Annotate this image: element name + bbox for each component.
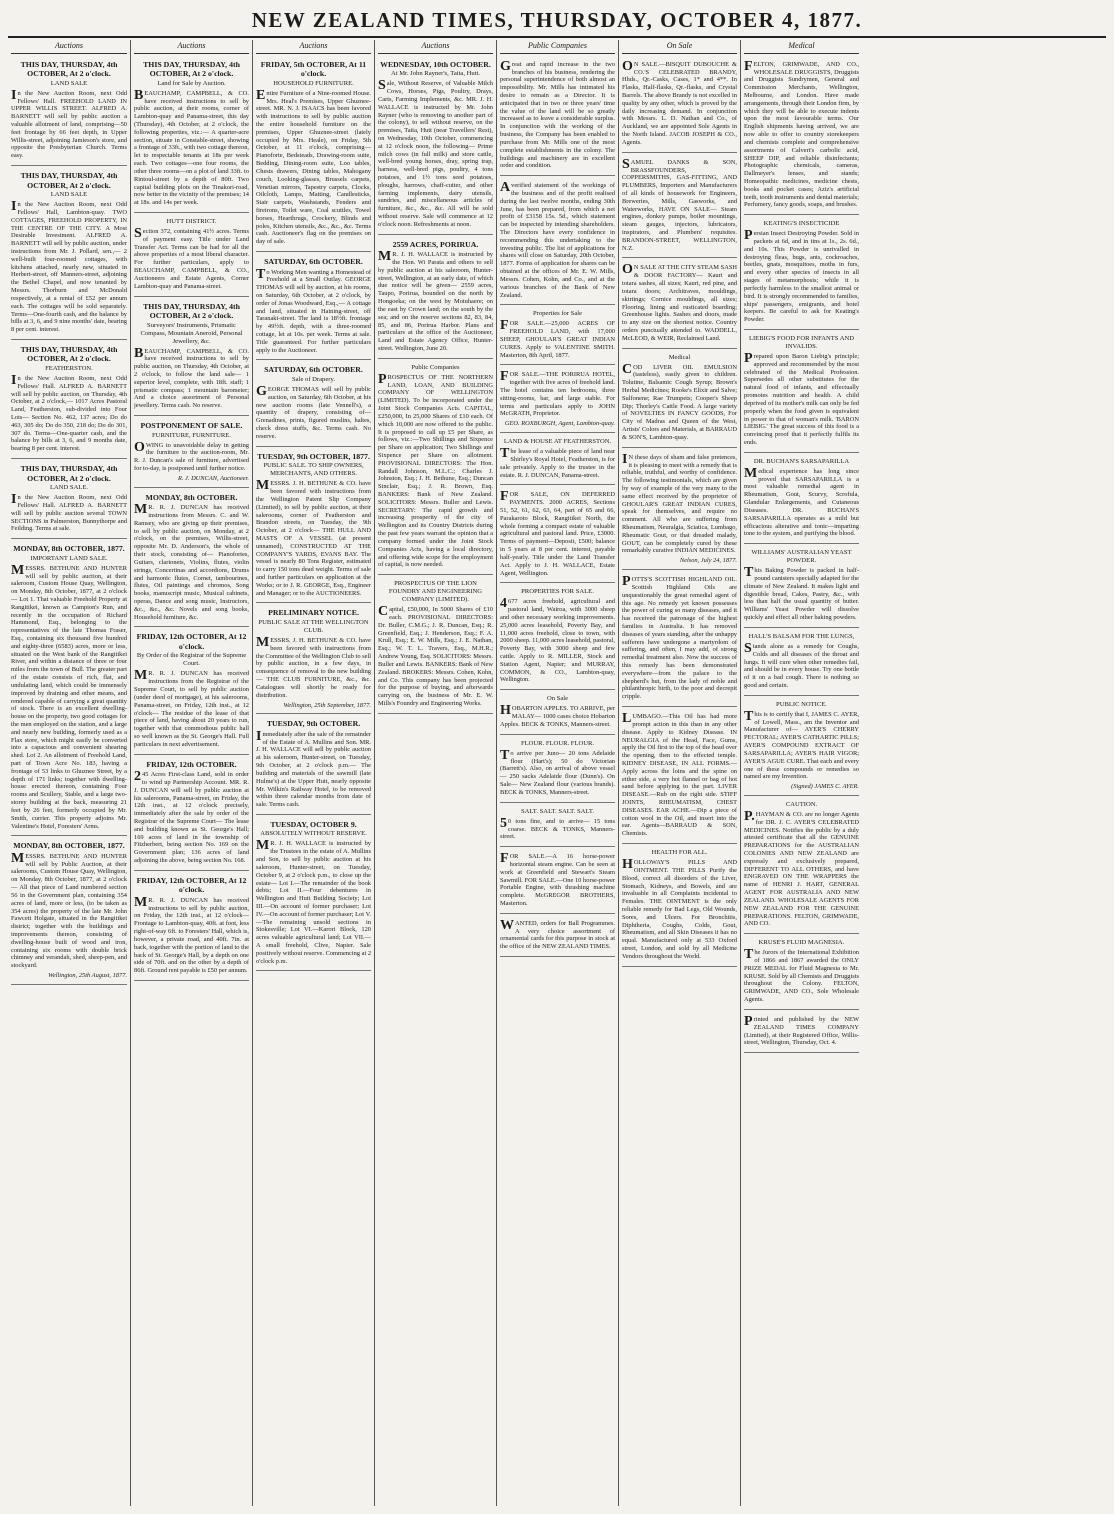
ad-subtitle: DR. BUCHAN'S SARSAPARILLA — [753, 457, 850, 465]
column-3 — [252, 40, 374, 1506]
ad-signature: Wellington, 25th September, 1877. — [283, 701, 371, 709]
advertisement — [744, 332, 859, 453]
ad-body: 4677 acres freehold, agricultural and pastoral land, Wairoa, with 3000 sheep and other necessary working improvements. 25,000 acres leasehold, Poverty Bay, and 11,000 acres freehold, close to town, with 2000 sheep. 11,000 acres leasehold, pastoral, Poverty Bay, with 3000 sheep and few cattle. Apply to R. MILLER, Stock and Station Agent, Napier; and MURRAY, COMMON, & CO., Lambton-quay, Wellington. — [500, 596, 615, 684]
ad-subtitle: LAND SALE — [50, 79, 88, 87]
ad-title: MONDAY, 8th OCTOBER, 1877. — [13, 841, 125, 851]
ad-signature: R. J. DUNCAN, Auctioneer. — [177, 474, 249, 482]
ad-body: This Baking Powder is packed in half-pound canisters specially adapted for the climate of New Zealand. It makes light and digestible bread, Cakes, Pastry, &c., with less than half the usual quantity of butter. Williams' Yeast Powder will dissolve quickly and effect all other baking powders. — [744, 565, 859, 622]
advertisement — [378, 237, 493, 359]
advertisement — [744, 57, 859, 215]
ad-body: POTTS'S SCOTTISH HIGHLAND OIL. Scottish Highland Oils are unquestionably the great remedial agent of this age. No remedy yet known possesses the power of curing so many diseases, and it has received the patronage of the highest families in Australia. It has removed diseases of years standing, after the unhappy sufferers have undergone a martyrdom of suffering, and often, I may add, of strong remedial treatment also. Now the success of this remedy has been demonstrated everywhere—from the palace to the shepherd's hut, from the lady of noble and philanthropic birth, to the poor and decrepit cripple. — [622, 574, 737, 701]
advertisement — [500, 178, 615, 305]
ad-signature: Wellington, 25th August, 1877. — [48, 972, 127, 980]
ad-body: MR. R. J. DUNCAN has received instructions from the Registrar of the Supreme Court, to sell by public auction (under deed of mortgage), at his salerooms, Panama-street, on Friday, 12th inst., at 12 o'clock— The residue of the lease of that piece of land, having about 20 years to run, together with that commodious public hall so well known as the St. George's Hall. Full particulars in next advertisement. — [134, 668, 249, 748]
advertisement — [744, 455, 859, 544]
ad-subtitle: Sale of Drapery. — [292, 375, 335, 383]
column-6 — [618, 40, 740, 1506]
ad-subtitle: PUBLIC NOTICE. — [776, 700, 827, 708]
ad-subtitle: On Sale — [546, 695, 569, 703]
ad-body: In the New Auction Room, next Odd Fellows' Hall. ALFRED A. BARNETT will sell by public auction several TOWN SECTIONS in Palmerston, Bunnythorpe and Feilding. Terms at sale. — [11, 492, 127, 533]
advertisement — [256, 57, 371, 252]
ad-title: THIS DAY, THURSDAY, 4th OCTOBER, At 2 o'clock. — [143, 301, 240, 320]
ad-body: MR. R. J. DUNCAN has received instructions to sell by public auction, on Friday, the 12th inst., at 12 o'clock— Frontage to Lambton-quay, 40ft. at foot, less right-of-way 6ft. to Foresters' Hall, which is, however, a private road, and 40ft. 7in. at back, together with the portion of land to the back of St. George's Hall, by a depth on one side of 70ft. and on the other by a depth of 86ft. Ground rent payable is £50 per annum. — [134, 894, 249, 975]
ad-subtitle: LAND SALE. — [49, 484, 89, 492]
ad-subtitle: PROPERTIES FOR SALE. — [521, 588, 594, 596]
advertisement — [500, 435, 615, 485]
ad-subtitle: Surveyors' Instruments, Prismatic Compass, Mountain Aneroid, Personal Jewellery, &c. — [140, 321, 243, 345]
advertisement — [744, 217, 859, 330]
ad-subtitle: HUTT DISTRICT. — [166, 217, 217, 225]
ad-subtitle: KRUSE'S FLUID MAGNESIA. — [758, 939, 845, 947]
advertisement — [744, 630, 859, 696]
ad-body: MR. R. J. DUNCAN has received instructions from Messrs. C. and W. Ramsey, who are giving up their premises, to sell by public auction, on Monday, at 2 o'clock, on the premises, Willis-street, opposite Mr. D. Anderson's, the whole of their stock, consisting of— Pianofortes, Guitars, clarionets, Violins, flutes, violin strings, Concertinas and accordions, Drums and harmonic flutes, Cornet, tambourines, flutes, Oil paintings and chromos, Song books, manuscript music, Musical cabinets, operas, Dance and song music, Instructors, &c., &c., &c. Novels and song books, Household furniture, &c. — [134, 502, 249, 621]
ad-body: FOR SALE, ON DEFERRED PAYMENTS. 2000 ACRES, Sections 51, 52, 61, 62, 63, 64, part of 65 and 66, Parakaroto Block, Rangitikei North, the whole forming a compact estate of valuable agricultural and pastoral land. Price, £3000. Terms of payment—Deposit, £500; balance in 5 years at 8 per cent. interest, payable half-yearly. Title under the Land Transfer Act. Apply to J. H. WALLACE, Estate Agent, Wellington. — [500, 489, 615, 577]
ad-signature: (Signed) JAMES C. AYER. — [791, 783, 859, 791]
ad-title: POSTPONEMENT OF SALE. — [140, 421, 243, 431]
ad-body: Persian Insect Destroying Powder. Sold in packets at 6d, and in tins at 1s., 2s. 6d., and 10s. This Powder is unrivalled in destroying fleas, bugs, ants, cockroaches, beetles, gnats, mosquitoes, moths in furs, and every other species of insects in all stages of metamorphosis; while it is perfectly harmless to the smallest animal or bird. It is strongly recommended to families, ships' passengers, emigrants, and hotel keepers. Be careful to ask for Keating's Powder. — [744, 228, 859, 324]
advertisement — [744, 798, 859, 934]
ad-body: In the New Auction Room, next Odd Fellows' Hall. FREEHOLD LAND IN UPPER WILLIS STREET. ALFRED A. BARNETT will sell by public auction a valuable allotment of land, comprising—50 feet frontage by 66 feet depth, in Upper Willis-street, adjoining Jamieson's store, and opposite the Presbyterian Church. Terms easy. — [11, 87, 127, 160]
ad-body: BEAUCHAMP, CAMPBELL, & CO. have received instructions to sell by public auction, at their rooms, corner of Lambton-quay and Panama-street, this day (Thursday), 4th October, at 2 o'clock, the following properties, viz.:— A quarter-acre section, situate in Constable-street, showing a frontage of 33ft., with two cottage thereon, let to respectable tenants at 18s per week each. Two cottages—one four rooms, the other three rooms—on a plot of land 33ft. to Rintoul-street by a depth of 80ft. Two capital building plots on the Tinakori-road, now better in the vicinity of the premises; 14 at 18s. and 14s per week. — [134, 87, 249, 207]
advertisement — [622, 450, 737, 570]
ad-body: The lease of a valuable piece of land near Shirley's Royal Hotel, Featherston, is for sale privately. Apply to the trustee in the estate. R. J. DUNCAN, Panama-street. — [500, 446, 615, 479]
ad-subtitle: Medical — [668, 353, 691, 361]
ad-body: WANTED, orders for Ball Programmes. A very choice assortment of ornamental cards for this purpose in stock at the office of the NEW ZEALAND TIMES. — [500, 917, 615, 951]
ad-subtitle: Properties for Sale — [532, 310, 583, 318]
advertisement — [256, 605, 371, 714]
advertisement — [500, 692, 615, 734]
advertisement — [744, 546, 859, 628]
ad-subtitle: LIEBIG'S FOOD FOR INFANTS AND INVALIDS. — [748, 334, 855, 350]
ad-title: 2559 ACRES, PORIRUA. — [392, 239, 479, 249]
ad-body: FOR SALE.—THE PORIRUA HOTEL, together with five acres of freehold land. The hotel contains ten bedrooms, three sitting-rooms, bar, and large stable. For terms and particulars apply to JOHN McGRATH, Proprietor. — [500, 369, 615, 418]
advertisement — [622, 260, 737, 348]
ad-body: Stands alone as a remedy for Coughs, Colds and all diseases of the throat and lungs. It will cure when other remedies fail, and should be in every house. Try one bottle of it on a bad cough. There is nothing so good and certain. — [744, 640, 859, 689]
advertisement — [11, 342, 127, 459]
ad-body: PROSPECTUS OF THE NORTHERN LAND, LOAN, AND BUILDING COMPANY OF WELLINGTON (LIMITED). To be incorporated under the Joint Stock Companies Acts. CAPITAL, £250,000, In 25,000 Shares of £10 each. Of which 10,000 are now offered to the public. It is proposed to call up £5 per Share, as follows, viz.:—Two Shillings and Sixpence per Share on application; Two Shillings and Sixpence per Share on allotment. PROVISIONAL DIRECTORS: The Hon. Randall Johnson, M.L.C.; Charles J. Johnston, Esq.; J. H. Bethune, Esq.; Duncan Sinclair, Esq.; J. R. Brown, Esq. BANKERS: Bank of New Zealand. SOLICITORS: Messrs. Buller and Lewis. SECRETARY: The rapid growth and increasing prosperity of the city of Wellington and its Country Districts during the past few years warrant the opinion that a company formed under the Joint Stock Companies Acts, having a local directory, and offering wide scope for the employment of capital, is now needed. — [378, 371, 493, 569]
ad-title: FRIDAY, 12th OCTOBER, At 12 o'clock. — [136, 632, 247, 651]
masthead — [0, 0, 1114, 40]
advertisement — [134, 490, 249, 628]
advertisement — [11, 461, 127, 539]
ad-body: Medical experience has long since proved that SARSAPARILLA is a most valuable remedial agent in Rheumatism, Gout, Scurvy, Scrofula, Glandular Enlargements, and Cutaneous Diseases. DR. BUCHAN'S SARSAPARILLA operates as a mild but efficacious alterative and tonic—imparting tone to the system, and purifying the blood. — [744, 465, 859, 538]
advertisement — [622, 572, 737, 707]
advertisement — [500, 307, 615, 365]
ad-body: Averified statement of the workings of the business and of the profit realised during the last twelve months, ending 30th June, has been prepared, from which a net profit of £3158 15s. 5d., which statement can be inspected by intending shareholders. The Directors have every confidence in recommending this undertaking to the investing public. The list of applications for shares will close on Saturday, 20th October, 1877. Forms of application for shares can be obtained at the offices of Mr. E. W. Mills, Messrs. Cohen, Kohn, and Co., and at the various branches of the Bank of New Zealand. — [500, 180, 615, 299]
ad-title: SATURDAY, 6th OCTOBER. — [264, 257, 363, 267]
ad-subtitle: By Order of the Registrar of the Supreme Court. — [136, 652, 247, 668]
ad-body: Entire Furniture of a Nine-roomed House. Mrs. Heal's Premises, Upper Ghuznee-street. MR. N. J. ISAACS has been favored with instructions to sell by public auction the entire household furniture on the premises, Upper Ghuznee-street (lately occupied by Mrs. Heale), on Friday, 5th October, at 11 o'clock, comprising— Pianoforte, Bedsteads, Drawing-room suite, Bedding, Dining-room suite, Loo tables, Chests drawers, Dining tables, Mahogany couch, Looking-glasses, Brussels carpets, Venetian mirrors, Tapestry carpets, Clocks, Oilcloth, Lamps, Matting, Candlesticks, Stair carpets, Washstands, Fenders and fireirons, Toilet ware, Coal scuttles, Towel horses, Hearthrugs, Crockery, Blinds and poles, Kitchen utensils, &c., &c., &c. Terms cash. Auctioneer's flag on the premises on day of sale. — [256, 87, 371, 246]
ad-title: TUESDAY, 9th OCTOBER. — [266, 719, 361, 729]
ad-title: TUESDAY, 9th OCTOBER, 1877. — [257, 451, 370, 461]
advertisement — [256, 716, 371, 815]
advertisement — [744, 936, 859, 1010]
ad-body: To arrive per Juno— 20 tons Adelaide flour (Hart's); 50 do Victorian (Barrett's). Also, on arrival of above vessel— 250 sacks Adelaide flour (Dunn's). On Sale— New Zealand flour (various brands). BECK & TONKS, Manners-street. — [500, 747, 615, 796]
ad-body: MESSRS. J. H. BETHUNE & CO. have been favored with instructions from the Wellington Patent Slip Company (Limited), to sell by public auction, at their salerooms, corner of Featherston and Brandon streets, on Tuesday, the 9th October, at 2 o'clock— THE HULL AND MASTS OF A VESSEL (at present unnamed), CONSTRUCTED AT THE COMPANY'S YARDS, EVANS BAY. The vessel is nearly 80 Tons Register, estimated to carry 150 tons dead weight. Terms of sale and further particulars on application at the Works; or to J. R. GEORGE, Esq., Engineer and Manager; or to the AUCTIONEERS. — [256, 478, 371, 597]
advertisement — [11, 541, 127, 836]
section-heading: Auctions — [11, 40, 127, 54]
advertisement — [256, 449, 371, 604]
advertisement — [744, 1012, 859, 1053]
ad-body: In the New Auction Room, next Odd Fellows' Hall, Lambton-quay. TWO COTTAGES, FREEHOLD PROPERTY, IN THE CENTRE OF THE CITY. A Most Desirable Investment. ALFRED A. BARNETT will sell by public auction, under instructions from Mr. J. Pollard, sen.,— 2 well-built four-roomed cottages, with kitchens attached, nearly new, situated in Herbert-street, off Manners-street, adjoining the Bethel Chapel, and now tenanted by Messrs. Thorburn and McDonald respectively, at a rental of £52 per annum each. The cottages will be sold separately. Terms—One-fourth cash, and the balance by bills at 3, 6, and 9 nine months' date, bearing 8 per cent. interest. — [11, 199, 127, 334]
advertisement — [744, 698, 859, 796]
ad-signature: GEO. ROXBURGH, Agent, Lambton-quay. — [504, 420, 615, 428]
column-2 — [130, 40, 252, 1506]
ad-body: FOR SALE.—25,000 ACRES OF FREEHOLD LAND, with 17,000 SHEEP, GHOULAR'S GREAT INDIAN CURES. Apply to VALENTINE SMITH. Masterton, 8th April, 1877. — [500, 318, 615, 359]
newspaper-columns — [8, 40, 1106, 1508]
ad-title: TUESDAY, OCTOBER 9. — [270, 819, 357, 829]
advertisement — [622, 57, 737, 153]
ad-body: Sale, Without Reserve, of Valuable Milch Cows, Horses, Pigs, Poultry, Drays, Carts, Farming Implements, &c. MR. J. H. WALLACE is instructed by Mr. John Rayner (who is removing to another part of the colony), to sell without reserve, on the premises, Taita, Hutt (near Travellers' Rest), on Wednesday, 10th October, commencing at 12 o'clock noon, the following— Prime milch cows (in full milk) and store cattle, well-bred young horses, dray, spring trap, harness, well-bred pigs, poultry, 4 tons potatoes, and 1½ tons seed potatoes, ploughs, harrows, chaff-cutter, and other farming implements, dairy utensils, sundries, and miscellaneous articles of furniture, &c., &c., &c. All will be sold without reserve. Sale will commence at 12 o'clock noon. Refreshments at noon. — [378, 78, 493, 228]
ad-body: MESSRS. BETHUNE AND HUNTER will sell by Public Auction, at their salerooms, Custom House Quay, Wellington, on Monday, 8th October, 1877, at 2 o'clock— All that piece of Land numbered section 56 in the Government plan, containing 354 acres of land, more or less, (to be taken as 354 acres) the property of the late Mr. John Fawcett Holgate, situated in the Rangitikei district; together with the buildings and improvements thereon, consisting of dwelling-house built of wood and iron, containing six rooms with double brick chimney and verandah, shed, sheep-pen, and stockyard. — [11, 850, 127, 970]
advertisement — [500, 737, 615, 803]
ad-body: MESSRS. BETHUNE AND HUNTER will sell by public auction, at their saleroom, Custom House Quay, Wellington, on Monday, 8th October, 1877, at 2 o'clock— Lot 1. That valuable Freehold Property at Rangitikei, known as Campion's Run, and recently in the occupation of Richard Hammond, Esq., belonging to the representatives of the late Thomas Fraser, Esq., containing six thousand five hundred and eighty-three (6583) acres, more or less, situated on the West bank of the Rangitikei River, and within a distance of three or four miles from the town of Bull. The greater part of the estate consists of rich, flat, and undulating land, which could be immensely improved by draining and other means, and rendered capable of carrying a great quantity of stock. There is an excellent dwelling-house on the property, two good cottages for the men employed on the station, and a large and nearly new building, formerly used as a Flax store, which might easily be converted into a capacious and convenient shearing shed. Lot 2. An allotment of Freehold Land, part of Town Acre No. 183, having a frontage of 53 links to Ghuznee Street, by a depth of 171 links; together with dwelling-house erected thereon, containing Four rooms and Scullery, Stable, and a large two-storey building at the back, measuring 21 feet by 26 feet, formerly occupied by Mr. Smith, currier. This property adjoins Mr. Valentine's Hotel, Foresters' Arms. — [11, 562, 127, 830]
advertisement — [500, 487, 615, 583]
ad-body: BEAUCHAMP, CAMPBELL, & CO. have received instructions to sell by public auction, on Thursday, 4th October, at 2 o'clock, to follow the land sale— 1 superior level, complete, with 18ft. staff; 1 prismatic compass; 1 mountain barometer; And a choice assortment of Personal jewellery. Terms cash. No reserve. — [134, 345, 249, 410]
advertisement — [622, 846, 737, 967]
advertisement — [378, 361, 493, 575]
advertisement — [500, 805, 615, 847]
ad-title: FRIDAY, 5th OCTOBER, At 11 o'clock. — [260, 59, 367, 79]
ad-subtitle: PROSPECTUS OF THE LION FOUNDRY AND ENGINEERING COMPANY (LIMITED). — [388, 580, 483, 604]
ad-subtitle: PUBLIC SALE. TO SHIP OWNERS, MERCHANTS, AND OTHERS. — [263, 462, 364, 478]
ad-signature: Nelson, July 24, 1877. — [679, 557, 737, 565]
ad-subtitle: FLOUR. FLOUR. FLOUR. — [520, 739, 595, 747]
section-heading: Auctions — [134, 40, 249, 54]
ad-body: IN these days of sham and false pretences, it is pleasing to meet with a remedy that is reliable, truthful, and worthy of confidence. The following testimonials, which are given by way of example of the very many to the same effect received by the proprietor of GHOULAR'S GREAT INDIAN CURES, speak for themselves, and require no comment. All who are suffering from Rheumatism, Neuralgia, Sciatica, Lumbago, Rheumatic Gout, or that dreaded malady, GOUT, can be completely cured by these remarkably curative INDIAN MEDICINES. — [622, 451, 737, 555]
ad-body: ON SALE AT THE CITY STEAM SASH & DOOR FACTORY— Kauri and totara sashes, all sizes; Kauri, red pine, and totara doors; Architraves, mouldings, skirtings; Cornice mouldings, all sizes; Flooring, lining and rusticated boarding; Greenhouse lights. Sashes and doors, made to any size on the shortest notice. Country orders punctually attended to. WADDELL, McLEOD, & WEIR, Reclaimed Land. — [622, 262, 737, 342]
ad-body: To Working Men wanting a Homestead of Freehold at a Small Outlay. GEORGE THOMAS will sell by auction, at his rooms, on Saturday, 6th October, at 2 o'clock, by order of Jonas Woodward, Esq.,— A cottage and land, situated in Haining-street, off Taranaki-street. The land is 18½ft. frontage by 49½ft. depth, with a three-roomed cottage, let at 10s. per week. Terms at sale. Title guaranteed. For further particulars apply to the Auctioneer. — [256, 266, 371, 354]
ad-subtitle: KEATING'S INSECTICIDE — [763, 220, 840, 228]
advertisement — [134, 629, 249, 754]
ad-body: The Jurors of the International Exhibition of 1866 and 1867 awarded the ONLY PRIZE MEDAL for Fluid Magnesia to Mr. KRUSE. Sold by all Chemists and Druggists throughout the Colony. FELTON, GRIMWADE, AND CO., Sole Wholesale Agents. — [744, 947, 859, 1004]
advertisement — [378, 57, 493, 235]
ad-title: THIS DAY, THURSDAY, 4th OCTOBER, At 2 o'clock. — [20, 59, 118, 79]
ad-title: THIS DAY, THURSDAY, 4th OCTOBER, At 2 o'clock. — [20, 344, 118, 364]
ad-subtitle: HALL'S BALSAM FOR THE LUNGS, — [748, 632, 855, 640]
advertisement — [11, 168, 127, 340]
ad-title: MONDAY, 8th OCTOBER, 1877. — [13, 544, 125, 554]
ad-subtitle: LAND SALE — [50, 191, 88, 199]
column-7 — [740, 40, 862, 1506]
ad-body: MESSRS. J. H. BETHUNE & CO. have been favored with instructions from the Committee of the Wellington Club to sell by public auction, in a few days, in consequence of removal to the new building— THE CLUB FURNITURE, &c., &c. Catalogues will shortly be ready for distribution. — [256, 635, 371, 699]
ad-subtitle: LAND & HOUSE AT FEATHERSTON. — [503, 438, 612, 446]
ad-body: COD LIVER OIL EMULSION (tasteless), easily given to children. Tolutine, Balsamic Cough Syrup; Brown's Herbal Medicines; Rooke's Elixir and Salve; Sulfonene; Rae Trumpets; Cooper's Sheep Dip; Thorley's Cattle Food. A large variety of NOVELTIES IN FANCY GOODS, For City of Madras and Queen of the West, Artists' Colors and Materials, at BARRAUD & SON'S, Lambton-quay. — [622, 361, 737, 441]
masthead-rule — [8, 36, 1106, 38]
advertisement — [134, 873, 249, 981]
ad-body: Great and rapid increase in the two branches of his business, rendering the personal superintendence of both almost an impossibility. Mr. Mills has intimated his desire to remain as a Director. It is anticipated that in two or three years' time the value of the land will be so greatly increased as to leave a considerable surplus. In conjunction with the working of the business, the Company has been enabled to purchase from Mr. Mills one of the most complete establishments in the colony. The buildings and machinery are in excellent order and condition. — [500, 58, 615, 170]
advertisement — [134, 299, 249, 417]
ad-subtitle: Public Companies — [411, 363, 460, 371]
advertisement — [500, 916, 615, 957]
ad-body: MR. J. H. WALLACE is instructed by the Hon. Wi Parata and others to sell by public auction at his saleroom, Hunter-street, Wellington, at an early date, of which due notice will be given— 2559 acres, Taupo, Porirua, bounded on the north by Hongoeka; on the west by Motuhaere; on the east by Crown land; on the south by the sea; and on the reserve sections 82, 83, 84, 85, and 86, Porirua Harbor. Plans and particulars at the office of the Auctioneer, Land and Estate Agency Office, Hunter-street. Wellington, June 20. — [378, 249, 493, 352]
section-heading: Public Companies — [500, 40, 615, 54]
advertisement — [500, 585, 615, 690]
ad-title: SATURDAY, 6th OCTOBER. — [264, 365, 363, 375]
ad-title: MONDAY, 8th OCTOBER. — [145, 492, 238, 502]
ad-body: OWING to unavoidable delay in getting the furniture to the auction-room, Mr. R. J. Duncan's sale of furniture, advertised for to-day, is postponed until further notice. — [134, 439, 249, 473]
ad-subtitle: HEALTH FOR ALL. — [651, 849, 708, 857]
ad-title: THIS DAY, THURSDAY, 4th OCTOBER, At 2 o'clock. — [20, 171, 118, 190]
advertisement — [622, 155, 737, 259]
ad-body: In the New Auction Room, next Odd Fellows' Hall. ALFRED A. BARNETT will sell by public auction, on Thursday, 4th October, at 2 o'clock,— 1017 Acres Pastoral Land, Featherston, sub-divided into Four Lots— Section No. 462, 137 acres; Do do 463, 305 do; Do do 350, 218 do; Do do 301, 307 do. Terms—One-quarter cash, and the balance by bills at 3, 6, and 9 months date, bearing 8 per cent. interest. — [11, 372, 127, 453]
advertisement — [500, 849, 615, 914]
advertisement — [134, 215, 249, 297]
ad-subtitle: FEATHERSTON. — [45, 364, 93, 372]
advertisement — [134, 57, 249, 213]
ad-subtitle: WILLIAMS' AUSTRALIAN YEAST POWDER. — [751, 549, 852, 565]
ad-title: FRIDAY, 12th OCTOBER, At 12 o'clock. — [136, 875, 247, 895]
ad-title: WEDNESDAY, 10th OCTOBER. — [380, 59, 491, 69]
ad-body: Capital, £50,000, In 5000 Shares of £10 each. PROVISIONAL DIRECTORS: Dr. Buller, C.M.G.; J. R. Duncan, Esq.; R. Greenfield, Esq.; J. Henderson, Esq.; F. A. Krull, Esq.; E. W. Mills, Esq.; J. E. Nathan, Esq.; W. T. L. Travers, Esq., M.H.R.; Andrew Young, Esq. SOLICITORS: Messrs. Buller and Lewis. BANKERS: Bank of New Zealand. BROKERS: Messrs. Cohen, Kohn, and Co. This company has been projected for the purpose of buying, and afterwards carrying on, the business of Mr. E. W. Mills's Foundry and Engineering Works. — [378, 604, 493, 707]
column-1 — [8, 40, 130, 1506]
advertisement — [378, 577, 493, 714]
column-5 — [496, 40, 618, 1506]
advertisement — [622, 709, 737, 844]
ad-title: THIS DAY, THURSDAY, 4th OCTOBER, At 2 o'clock. — [143, 59, 240, 79]
section-heading: Medical — [744, 40, 859, 54]
ad-title: FRIDAY, 12th OCTOBER. — [146, 759, 237, 769]
advertisement — [134, 418, 249, 488]
section-heading: On Sale — [622, 40, 737, 54]
ad-subtitle: Land for Sale by Auction. — [157, 79, 226, 87]
ad-body: P.HAYMAN & CO. are no longer Agents for DR. J. C. AYER'S CELEBRATED MEDICINES. Notifies the public by a duly attested certificate that all the GENUINE PREPARATIONS for the AUSTRALIAN COLONIES AND NEW ZEALAND are expressly and exclusively prepared, DIFFERENT TO ALL OTHERS, and have ENGRAVED ON THE WRAPPERS the name of HENRI J. HART, GENERAL AGENT FOR AUSTRALIA AND NEW ZEALAND. WHOLESALE AGENTS FOR NEW ZEALAND FOR THE GENUINE PREPARATIONS. FELTON, GRIMWADE, AND CO. — [744, 808, 859, 928]
ad-body: LUMBAGO.—This Oil has had more prompt action in this than in any other disease. Apply to Kidney Disease. IN NEURALGIA of the Head, Face, Gums, apply the Oil first to the top of the head over the opening, then to the effected temple. KIDNEY DISEASE, IN ALL FORMS.—Apply across the loins and the spine on either side, a very hot flannel or bag of hot sand before applying to the part. LIVER DISEASE.—Rub on the right side. STIFF JOINTS, RHEUMATISM, CHEST DISEASES. EAR ACHE.—Dip a piece of cotton wool in the Oil, and insert into the ear. Agents—BARRAUD & SON, Chemists. — [622, 711, 737, 838]
advertisement — [134, 757, 249, 871]
ad-subtitle: ABSOLUTELY WITHOUT RESERVE. — [260, 830, 367, 838]
ad-body: SAMUEL DANKS & SON, BRASSFOUNDERS, COPPERSMITHS, GAS-FITTING, AND PLUMBERS, Importers and Manufacturers of all kinds of housework for Engineers, Breweries, Mills, Gasworks, and Waterworks, HAVE ON SALE— Steam engines, donkey pumps, boiler mountings, steam gauges, injectors, lubricators, inspirators, and Plumbers' requisites. BRANDON-STREET, WELLINGTON, N.Z. — [622, 156, 737, 252]
ad-body: MR. J. H. WALLACE is instructed by the Trustees in the estate of A. Mullins and Son, to sell by public auction at his saleroom, Hunter-street, on Tuesday, October 9, at 2 o'clock p.m., to close up the estate— Lot I.—The remainder of the book debts; Lot II.—Four debentures in Wellington and Hutt Building Society; Lot III.—On account of former purchaser; Lot IV.—On account of former purchaser; Lot V.—The remaining unsold sections in Stokesville; Lot VI.—Karori Block, 120 acres valuable agricultural land; Lot VII.—A small freehold, Clive, Napier. Sale positively without reserve. Commencing at 2 o'clock p.m. — [256, 838, 372, 965]
advertisement — [622, 351, 737, 448]
ad-body: 50 tons fine, and to arrive— 15 tons coarse. BECK & TONKS, Manners-street. — [500, 815, 615, 841]
ad-subtitle: IMPORTANT LAND SALE. — [30, 554, 108, 562]
advertisement — [256, 254, 371, 360]
section-heading: Auctions — [256, 40, 371, 54]
ad-body: 245 Acres First-class Land, sold in order to wind up Partnership Account. MR. R. J. DUNCAN will sell by public auction at his salerooms, Panama-street, on Friday, the 12th inst., at 12 o'clock precisely, immediately after the sale by order of the Registrar of the Supreme Court— The lease and building known as St. George's Hall; 169 acres of land in the township of Fitzherbert, being section No. 169 on the Government plan; 136 acres of land adjoining the above, being section No. 168. — [134, 769, 249, 864]
ad-body: GEORGE THOMAS will sell by public auction, on Saturday, 6th October, at his new auction rooms (late Vennell's), a quantity of drapery, consisting of— Grenadines, prints, figured muslins, haltes, check dress stuffs, &c. Terms cash. No reserve. — [256, 384, 371, 440]
advertisement — [256, 817, 371, 972]
ad-body: FELTON, GRIMWADE, AND CO., WHOLESALE DRUGGISTS, Druggists and Druggists Sundrymen, General and Commission Merchants, Wellington, Melbourne, and London. Have made arrangements, through their London firm, by which they will be able to execute indents upon the most favourable terms. Our English shipments having arrived, we are now able to offer to country storekeepers and chemists complete and comprehensive assortments of Calvert's carbolic acid, SHEEP DIP, and reliable disinfectants; Photographic chemicals, cameras, Dallmeyer's lenses, and stands; Homeopathic medicines, medicine chests, books and pocket cases; Aziz's artificial teeth, tooth instruments and dental materials; Perfumery, fancy goods, soaps, and brushes. — [744, 58, 860, 209]
ad-body: FOR SALE.—A 16 horse-power horizontal steam engine. Can be seen at work at Greenfield and Stewart's Steam Sawmill. FOR SALE.—One 10 horse-power Portable Engine, with thrashing machine complete. McGREGOR BROTHERS, Masterton. — [500, 851, 615, 907]
advertisement — [11, 57, 127, 166]
advertisement — [11, 838, 127, 985]
ad-subtitle: At Mr. John Rayner's, Taita, Hutt. — [390, 70, 481, 78]
ad-subtitle: FURNITURE, FURNITURE. — [152, 431, 231, 439]
ad-body: HOLLOWAY'S PILLS AND OINTMENT. THE PILLS Purify the Blood, correct all disorders of the Liver, Stomach, Kidneys, and Bowels, and are invaluable in all Complaints incidental to Females. THE OINTMENT is the only reliable remedy for Bad Legs, Old Wounds, Sores, and Ulcers. For Bronchitis, Diphtheria, Coughs, Colds, Gout, Rheumatism, and all Skin Diseases it has no equal. Manufactured only at 533 Oxford street, London, and sold by all Medicine Vendors throughout the World. — [622, 857, 737, 960]
advertisement — [256, 362, 371, 446]
advertisement — [500, 57, 615, 176]
column-4 — [374, 40, 496, 1506]
ad-title: PRELIMINARY NOTICE. — [268, 608, 359, 618]
ad-body: Printed and published by the NEW ZEALAND TIMES COMPANY (Limited), at their Registered Office, Willis-street, Wellington, Thursday, Oct. 4. — [744, 1013, 859, 1047]
ad-body: Section 372, containing 41½ acres. Terms of payment easy. Title under Land Transfer Act. Terms can be had for all the above properties of a most liberal character. For further particulars, apply to BEAUCHAMP, CAMPBELL, & CO., Auctioneers and Estate Agents, Corner Lambton-quay and Panama-street. — [134, 226, 249, 290]
ad-subtitle: SALT. SALT. SALT. SALT. — [520, 807, 595, 815]
ad-title: THIS DAY, THURSDAY, 4th OCTOBER, At 2 o'clock. — [20, 464, 118, 483]
ad-body: Immediately after the sale of the remainder of the Estate of A. Mullins and Son. MR. J. H. WALLACE will sell by public auction at his saleroom, Hunter-street, on Tuesday, 9th October, at 2 o'clock p.m.— The building and materials of the sawmill (late Hulme's) at the Upper Hutt, nearly opposite Mr. Wilkin's Railway Hotel, to be removed within three calendar months from date of sale. Terms cash. — [256, 728, 371, 809]
advertisement — [500, 367, 615, 433]
ad-body: ON SALE.—BISQUIT DUBOUCHE & CO.'S CELEBRATED BRANDY, Hhds., Qr.-Casks, Cases, 1* and 4**. In Flasks, Half-flasks, Qr.-flasks, and Crystal Barrels. The above Brandy is not excelled in quality by any other, which is proved by the daily increasing demand. In conjunction with Messrs. L. D. Nathan and Co., of Auckland, we are appointed Sole Agents in the North Island. JACOB JOSEPH & CO., Agents. — [622, 58, 737, 146]
section-heading: Auctions — [378, 40, 493, 54]
ad-subtitle: CAUTION. — [785, 800, 818, 808]
ad-body: HOBARTON APPLES. TO ARRIVE, per MALAY— 1000 cases choice Hobarton Apples. BECK & TONKS, Manners-street. — [500, 703, 615, 728]
ad-subtitle: PUBLIC SALE AT THE WELLINGTON CLUB. — [258, 618, 369, 634]
ad-body: Prepared upon Baron Liebig's principle; approved and recommended by the most celebrated of the Medical Profession. Supersedes all other substitutes for the natural food of infants, and effectually promotes nutrition and health. A child deprived of its mother's milk can only be fed properly when the food given is equivalent in power to that of woman's milk. 'BARON LIEBIG.' The great success of this food is a convincing proof that it perfectly fulfils its ends. — [744, 351, 859, 446]
newspaper-title: NEW ZEALAND TIMES, THURSDAY, OCTOBER 4, 1877. — [251, 8, 863, 32]
ad-body: This is to certify that I, JAMES C. AYER, of Lowell, Mass., am the Inventor and Manufacturer of— AYER'S CHERRY PECTORAL; AYER'S CATHARTIC PILLS; AYER'S COMPOUND EXTRACT OF SARSAPARILLA; AYER'S HAIR VIGOR; AYER'S AGUE CURE. That each and every one of these compounds or remedies so named are my Invention. — [744, 708, 859, 781]
ad-subtitle: HOUSEHOLD FURNITURE. — [273, 79, 354, 87]
